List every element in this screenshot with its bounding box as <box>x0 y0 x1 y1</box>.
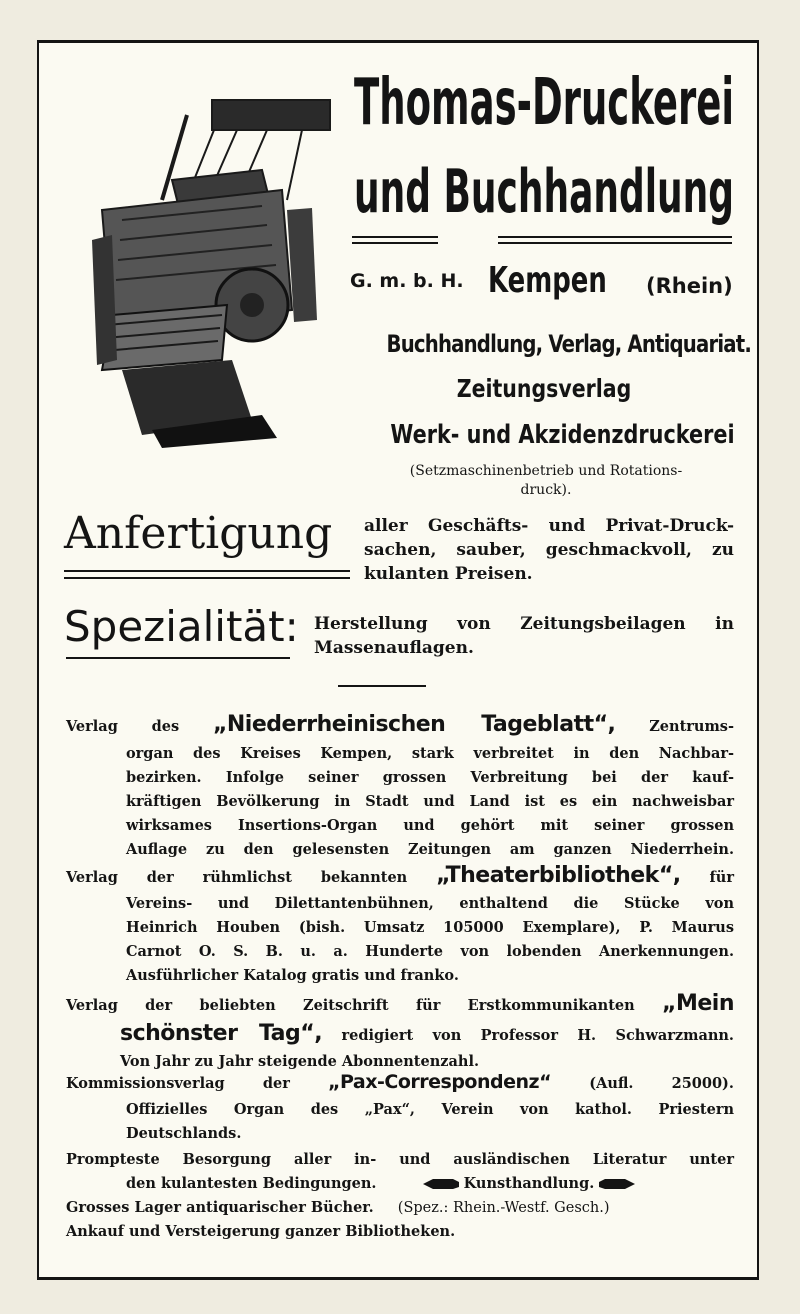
tageblatt-lead-end: Zentrums- <box>649 718 734 735</box>
anfertigung-heading: Anfertigung <box>64 508 333 559</box>
section-divider <box>338 685 426 687</box>
pax-lead-end: (Aufl. 25000). <box>589 1075 734 1092</box>
print-works: Werk- und Akzidenzdruckerei <box>390 420 735 450</box>
title-und-buchhandlung: und Buchhandlung <box>354 157 734 227</box>
heading-rule <box>64 570 350 572</box>
title-thomas-druckerei: Thomas-Druckerei <box>354 66 734 138</box>
mein-tag-editor: redigiert von Professor H. Schwarzmann. <box>341 1027 734 1044</box>
text-line: aller Geschäfts- und Privat-Druck- <box>364 516 734 536</box>
text-line: organ des Kreises Kempen, stark verbreitet in den Nachbar- <box>126 745 734 762</box>
region-name: (Rhein) <box>646 274 733 298</box>
title-rule <box>498 236 732 238</box>
text-line: den kulantesten Bedingungen. <box>126 1175 377 1192</box>
text-line: kräftigen Bevölkerung in Stadt und Land ist es ein nachweisbar <box>126 793 734 810</box>
business-line: Buchhandlung, Verlag, Antiquariat. <box>386 330 751 358</box>
company-title-line2 <box>352 148 736 228</box>
city-name: Kempen <box>488 260 607 301</box>
pax-section <box>66 1068 734 1146</box>
pointing-hand-right-icon <box>599 1177 635 1191</box>
print-works-note-1: (Setzmaschinenbetrieb und Rotations- <box>409 463 683 479</box>
text-line: bezirken. Infolge seiner grossen Verbreitung bei der kauf- <box>126 769 734 786</box>
printing-press-illustration <box>62 60 342 450</box>
theater-lead-end: für <box>709 869 734 886</box>
newspaper-publishing: Zeitungsverlag <box>456 374 632 403</box>
heading-rule <box>64 577 350 579</box>
text-line: Ankauf und Versteigerung ganzer Bibliotheken. <box>66 1223 456 1240</box>
text-line: Heinrich Houben (bish. Umsatz 105000 Exemplare), P. Maurus <box>126 919 734 936</box>
text-line: Grosses Lager antiquarischer Bücher. <box>66 1199 374 1216</box>
text-line: Auflage zu den gelesensten Zeitungen am ganzen Niederrhein. <box>126 841 734 858</box>
footer-section <box>66 1148 734 1244</box>
text-line: wirksames Insertions-Organ und gehört mit seiner grossen <box>126 817 734 834</box>
mein-tag-name-1: „Mein <box>662 991 734 1016</box>
mein-tag-section <box>66 990 734 1074</box>
text-line: Von Jahr zu Jahr steigende Abonnentenzahl. <box>120 1053 479 1070</box>
title-rule <box>498 242 732 244</box>
kunsthandlung-label: Kunsthandlung. <box>463 1175 595 1192</box>
text-line: kulanten Preisen. <box>364 564 533 584</box>
text-line: Prompteste Besorgung aller in- und ausländischen Literatur unter <box>66 1151 734 1168</box>
spezialitaet-text <box>314 612 734 660</box>
tageblatt-section <box>66 710 734 862</box>
text-line: Vereins- und Dilettantenbühnen, enthaltend die Stücke von <box>126 895 734 912</box>
company-title-line1 <box>352 58 736 138</box>
spezialitaet-heading: Spezialität: <box>64 602 299 651</box>
pax-lead: Kommissionsverlag der <box>66 1075 290 1092</box>
tageblatt-lead: Verlag des <box>66 718 180 735</box>
text-line: sachen, sauber, geschmackvoll, zu <box>364 540 734 560</box>
pointing-hand-left-icon <box>423 1177 459 1191</box>
text-line: Offizielles Organ des „Pax“, Verein von kathol. Priestern <box>126 1101 734 1118</box>
tageblatt-name: „Niederrheinischen Tageblatt“, <box>212 712 616 737</box>
theater-section <box>66 862 734 988</box>
anfertigung-text <box>364 514 734 586</box>
text-line: Carnot O. S. B. u. a. Hunderte von lobenden Anerkennungen. <box>126 943 734 960</box>
mein-tag-name-2: schönster Tag“, <box>120 1021 323 1046</box>
text-line-note: (Spez.: Rhein.-Westf. Gesch.) <box>397 1200 610 1216</box>
text-line: Massenauflagen. <box>314 638 474 658</box>
print-works-note-2: druck). <box>520 482 572 498</box>
theater-name: „Theaterbibliothek“, <box>436 863 681 888</box>
heading-rule <box>66 657 290 659</box>
mein-tag-lead: Verlag der beliebten Zeitschrift für Erstkommunikanten <box>66 997 635 1014</box>
company-form: G. m. b. H. <box>350 270 464 292</box>
title-rule <box>352 242 438 244</box>
pax-name: „Pax-Correspondenz“ <box>328 1071 552 1093</box>
text-line: Deutschlands. <box>126 1125 242 1142</box>
text-line: Ausführlicher Katalog gratis und franko. <box>126 967 459 984</box>
title-rule <box>352 236 438 238</box>
theater-lead: Verlag der rühmlichst bekannten <box>66 869 408 886</box>
text-line: Herstellung von Zeitungsbeilagen in <box>314 614 734 634</box>
